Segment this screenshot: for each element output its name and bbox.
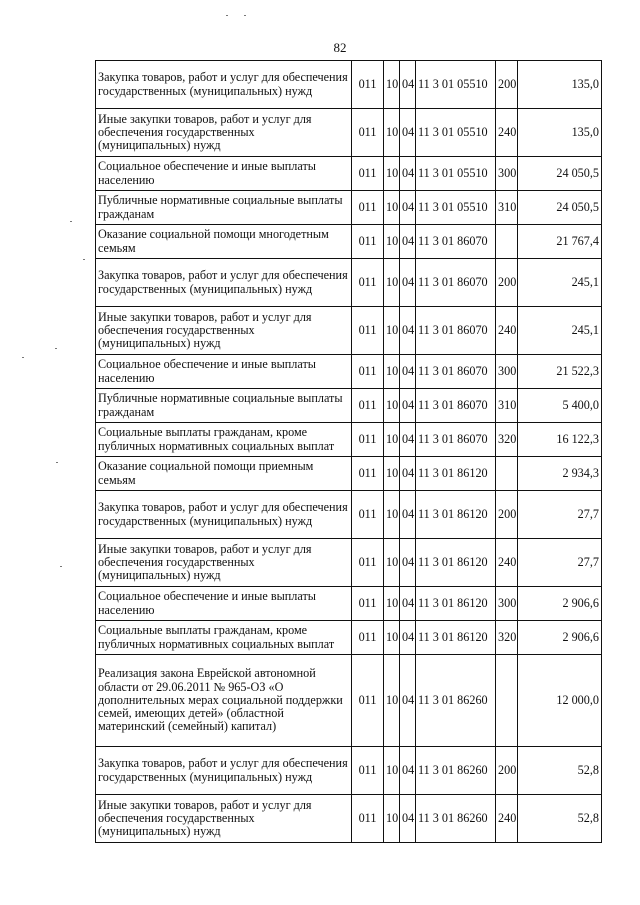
row-name: Закупка товаров, работ и услуг для обеспечения государственных (муниципальных) нужд [96,259,352,307]
row-section: 10 [384,389,400,423]
row-subsection: 04 [400,259,416,307]
scan-speck [226,15,228,16]
scan-speck [55,348,57,349]
row-subsection: 04 [400,491,416,539]
row-amount: 135,0 [518,61,602,109]
row-amount: 52,8 [518,795,602,843]
table-row [96,225,602,259]
row-section: 10 [384,587,400,621]
row-section: 10 [384,259,400,307]
row-section: 10 [384,61,400,109]
row-target-code: 11 3 01 05510 [416,191,496,225]
row-section: 10 [384,491,400,539]
row-section: 10 [384,539,400,587]
row-target-code: 11 3 01 86070 [416,389,496,423]
row-name: Социальное обеспечение и иные выплаты населению [96,157,352,191]
row-subsection: 04 [400,157,416,191]
row-target-code: 11 3 01 86070 [416,225,496,259]
row-name: Иные закупки товаров, работ и услуг для обеспечения государственных (муниципальных) нужд [96,795,352,843]
row-expense-type: 240 [496,795,518,843]
row-ministry-code: 011 [352,61,384,109]
row-amount: 2 934,3 [518,457,602,491]
row-name: Социальные выплаты гражданам, кроме публичных нормативных социальных выплат [96,423,352,457]
row-amount: 27,7 [518,491,602,539]
row-section: 10 [384,747,400,795]
table-row [96,191,602,225]
row-expense-type [496,225,518,259]
row-name: Социальные выплаты гражданам, кроме публичных нормативных социальных выплат [96,621,352,655]
row-amount: 24 050,5 [518,157,602,191]
row-expense-type: 200 [496,61,518,109]
row-ministry-code: 011 [352,259,384,307]
row-section: 10 [384,225,400,259]
row-expense-type: 200 [496,259,518,307]
table-row [96,109,602,157]
row-amount: 52,8 [518,747,602,795]
scan-speck [244,15,246,16]
row-section: 10 [384,307,400,355]
table-row [96,539,602,587]
table-row [96,491,602,539]
row-subsection: 04 [400,655,416,747]
row-subsection: 04 [400,191,416,225]
row-section: 10 [384,457,400,491]
row-target-code: 11 3 01 05510 [416,61,496,109]
row-expense-type: 300 [496,157,518,191]
row-target-code: 11 3 01 86070 [416,355,496,389]
row-amount: 21 522,3 [518,355,602,389]
scan-speck [56,462,58,463]
table-row [96,259,602,307]
row-section: 10 [384,191,400,225]
row-subsection: 04 [400,109,416,157]
row-target-code: 11 3 01 86260 [416,655,496,747]
scan-speck [83,259,85,260]
row-subsection: 04 [400,225,416,259]
row-ministry-code: 011 [352,457,384,491]
row-section: 10 [384,157,400,191]
row-amount: 16 122,3 [518,423,602,457]
row-ministry-code: 011 [352,539,384,587]
row-subsection: 04 [400,747,416,795]
budget-table [95,60,602,843]
row-amount: 12 000,0 [518,655,602,747]
table-row [96,655,602,747]
table-row [96,621,602,655]
row-amount: 5 400,0 [518,389,602,423]
row-target-code: 11 3 01 86070 [416,423,496,457]
row-section: 10 [384,655,400,747]
row-target-code: 11 3 01 05510 [416,109,496,157]
row-expense-type [496,655,518,747]
row-section: 10 [384,621,400,655]
row-target-code: 11 3 01 86120 [416,457,496,491]
row-expense-type: 200 [496,491,518,539]
row-section: 10 [384,355,400,389]
row-amount: 2 906,6 [518,621,602,655]
row-subsection: 04 [400,423,416,457]
page-number: 82 [333,40,347,55]
row-target-code: 11 3 01 86070 [416,307,496,355]
scan-speck [70,221,72,222]
row-name: Реализация закона Еврейской автономной области от 29.06.2011 № 965-ОЗ «О дополнительных мерах социальной поддержки семей, имеющих детей» (областной материнский (семейный) капитал) [96,655,352,747]
row-amount: 24 050,5 [518,191,602,225]
row-name: Иные закупки товаров, работ и услуг для обеспечения государственных (муниципальных) нужд [96,307,352,355]
row-ministry-code: 011 [352,655,384,747]
row-amount: 2 906,6 [518,587,602,621]
table-row [96,307,602,355]
table-row [96,423,602,457]
row-subsection: 04 [400,61,416,109]
row-expense-type: 310 [496,191,518,225]
row-expense-type: 320 [496,621,518,655]
row-amount: 245,1 [518,259,602,307]
row-expense-type: 240 [496,539,518,587]
row-ministry-code: 011 [352,423,384,457]
row-amount: 135,0 [518,109,602,157]
row-expense-type: 300 [496,355,518,389]
row-expense-type [496,457,518,491]
row-name: Иные закупки товаров, работ и услуг для обеспечения государственных (муниципальных) нужд [96,109,352,157]
row-subsection: 04 [400,457,416,491]
table-row [96,795,602,843]
row-subsection: 04 [400,355,416,389]
row-subsection: 04 [400,307,416,355]
row-ministry-code: 011 [352,225,384,259]
row-name: Иные закупки товаров, работ и услуг для обеспечения государственных (муниципальных) нужд [96,539,352,587]
row-ministry-code: 011 [352,191,384,225]
row-name: Социальное обеспечение и иные выплаты населению [96,355,352,389]
row-ministry-code: 011 [352,389,384,423]
scan-speck [60,566,62,567]
row-name: Оказание социальной помощи многодетным семьям [96,225,352,259]
row-expense-type: 240 [496,109,518,157]
row-amount: 27,7 [518,539,602,587]
row-target-code: 11 3 01 86120 [416,587,496,621]
row-name: Закупка товаров, работ и услуг для обеспечения государственных (муниципальных) нужд [96,491,352,539]
row-subsection: 04 [400,621,416,655]
row-target-code: 11 3 01 86260 [416,747,496,795]
table-row [96,355,602,389]
scan-speck [22,357,24,358]
row-expense-type: 240 [496,307,518,355]
row-amount: 245,1 [518,307,602,355]
row-ministry-code: 011 [352,491,384,539]
row-expense-type: 320 [496,423,518,457]
row-section: 10 [384,423,400,457]
row-ministry-code: 011 [352,587,384,621]
row-target-code: 11 3 01 86260 [416,795,496,843]
row-target-code: 11 3 01 05510 [416,157,496,191]
row-section: 10 [384,109,400,157]
row-subsection: 04 [400,539,416,587]
row-name: Социальное обеспечение и иные выплаты населению [96,587,352,621]
row-target-code: 11 3 01 86070 [416,259,496,307]
row-subsection: 04 [400,587,416,621]
table-row [96,747,602,795]
row-ministry-code: 011 [352,621,384,655]
row-ministry-code: 011 [352,157,384,191]
row-expense-type: 310 [496,389,518,423]
row-section: 10 [384,795,400,843]
row-amount: 21 767,4 [518,225,602,259]
table-row [96,61,602,109]
row-name: Закупка товаров, работ и услуг для обеспечения государственных (муниципальных) нужд [96,747,352,795]
row-subsection: 04 [400,795,416,843]
row-name: Закупка товаров, работ и услуг для обеспечения государственных (муниципальных) нужд [96,61,352,109]
row-expense-type: 300 [496,587,518,621]
row-name: Оказание социальной помощи приемным семьям [96,457,352,491]
table-row [96,587,602,621]
row-target-code: 11 3 01 86120 [416,491,496,539]
row-target-code: 11 3 01 86120 [416,621,496,655]
row-ministry-code: 011 [352,747,384,795]
row-expense-type: 200 [496,747,518,795]
row-subsection: 04 [400,389,416,423]
table-row [96,157,602,191]
table-row [96,389,602,423]
row-ministry-code: 011 [352,109,384,157]
table-row [96,457,602,491]
row-name: Публичные нормативные социальные выплаты гражданам [96,389,352,423]
row-target-code: 11 3 01 86120 [416,539,496,587]
row-ministry-code: 011 [352,795,384,843]
row-ministry-code: 011 [352,307,384,355]
row-name: Публичные нормативные социальные выплаты гражданам [96,191,352,225]
row-ministry-code: 011 [352,355,384,389]
